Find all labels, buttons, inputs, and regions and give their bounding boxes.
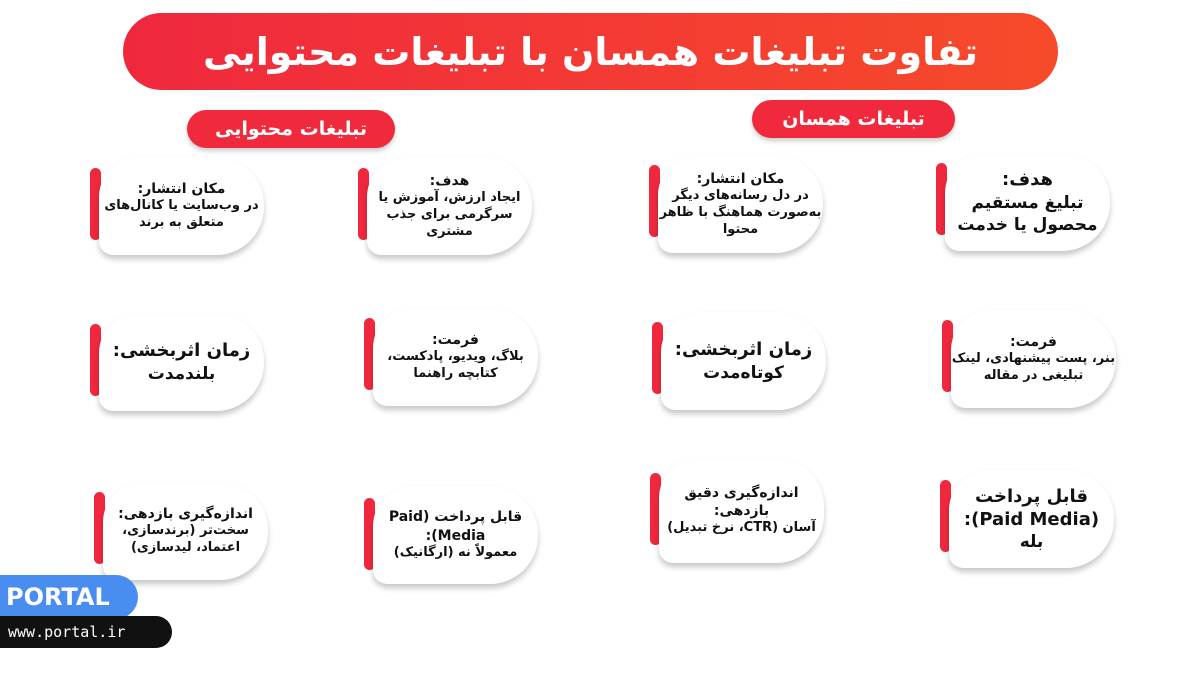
- card-label: زمان اثربخشی:: [674, 339, 813, 361]
- card-text: ایجاد ارزش، آموزش یا سرگرمی برای جذب مشتری: [378, 189, 521, 239]
- content-card-goal: [367, 157, 532, 255]
- content-ads-heading: تبلیغات محتوایی: [187, 110, 395, 148]
- brand-url: www.portal.ir: [0, 616, 172, 648]
- native-card-measurement: [659, 458, 824, 563]
- card-label: هدف:: [1002, 169, 1053, 191]
- card-label: مکان انتشار:: [696, 170, 785, 187]
- card-text: در وب‌سایت یا کانال‌های متعلق به برند: [104, 198, 259, 231]
- page-title: تفاوت تبلیغات همسان با تبلیغات محتوایی: [123, 13, 1058, 90]
- card-text: کوتاه‌مدت: [703, 362, 784, 383]
- card-text: معمولاً نه (ارگانیک): [393, 544, 518, 560]
- card-text: بله: [1019, 532, 1044, 553]
- card-text: تبلیغ مستقیم محصول یا خدمت: [957, 192, 1098, 235]
- content-card-format: [373, 308, 538, 406]
- native-card-paid: [949, 470, 1114, 568]
- native-ads-heading: تبلیغات همسان: [752, 100, 955, 138]
- card-label: فرمت:: [432, 332, 479, 349]
- card-text: آسان (CTR، نرخ تبدیل): [667, 520, 816, 536]
- native-card-goal: [945, 153, 1110, 251]
- content-card-placement: [99, 157, 264, 255]
- content-card-measurement: [103, 482, 268, 580]
- brand-logo: PORTAL: [0, 575, 138, 619]
- card-text: در دل رسانه‌های دیگر به‌صورت هماهنگ با ظاهر محتوا: [659, 187, 822, 237]
- card-text: بلندمدت: [147, 363, 216, 384]
- native-card-placement: [658, 155, 823, 253]
- card-label: اندازه‌گیری دقیق بازدهی:: [684, 484, 799, 520]
- card-label: قابل پرداخت (Paid Media):: [388, 509, 523, 544]
- card-label: هدف:: [429, 172, 470, 189]
- card-text: بلاگ، ویدیو، پادکست، کتابچه راهنما: [387, 349, 524, 382]
- card-text: بنر، پست پیشنهادی، لینک تبلیغی در مقاله: [951, 351, 1116, 384]
- card-text: سخت‌تر (برندسازی، اعتماد، لیدسازی): [122, 523, 249, 556]
- native-card-format: [951, 310, 1116, 408]
- card-label: اندازه‌گیری بازدهی:: [118, 506, 253, 523]
- content-card-duration: [99, 313, 264, 411]
- native-card-duration: [661, 312, 826, 410]
- card-label: قابل پرداخت (Paid Media):: [963, 485, 1100, 530]
- card-label: فرمت:: [1010, 334, 1057, 351]
- card-label: زمان اثربخشی:: [112, 340, 251, 362]
- card-label: مکان انتشار:: [137, 181, 226, 198]
- content-card-paid: [373, 486, 538, 584]
